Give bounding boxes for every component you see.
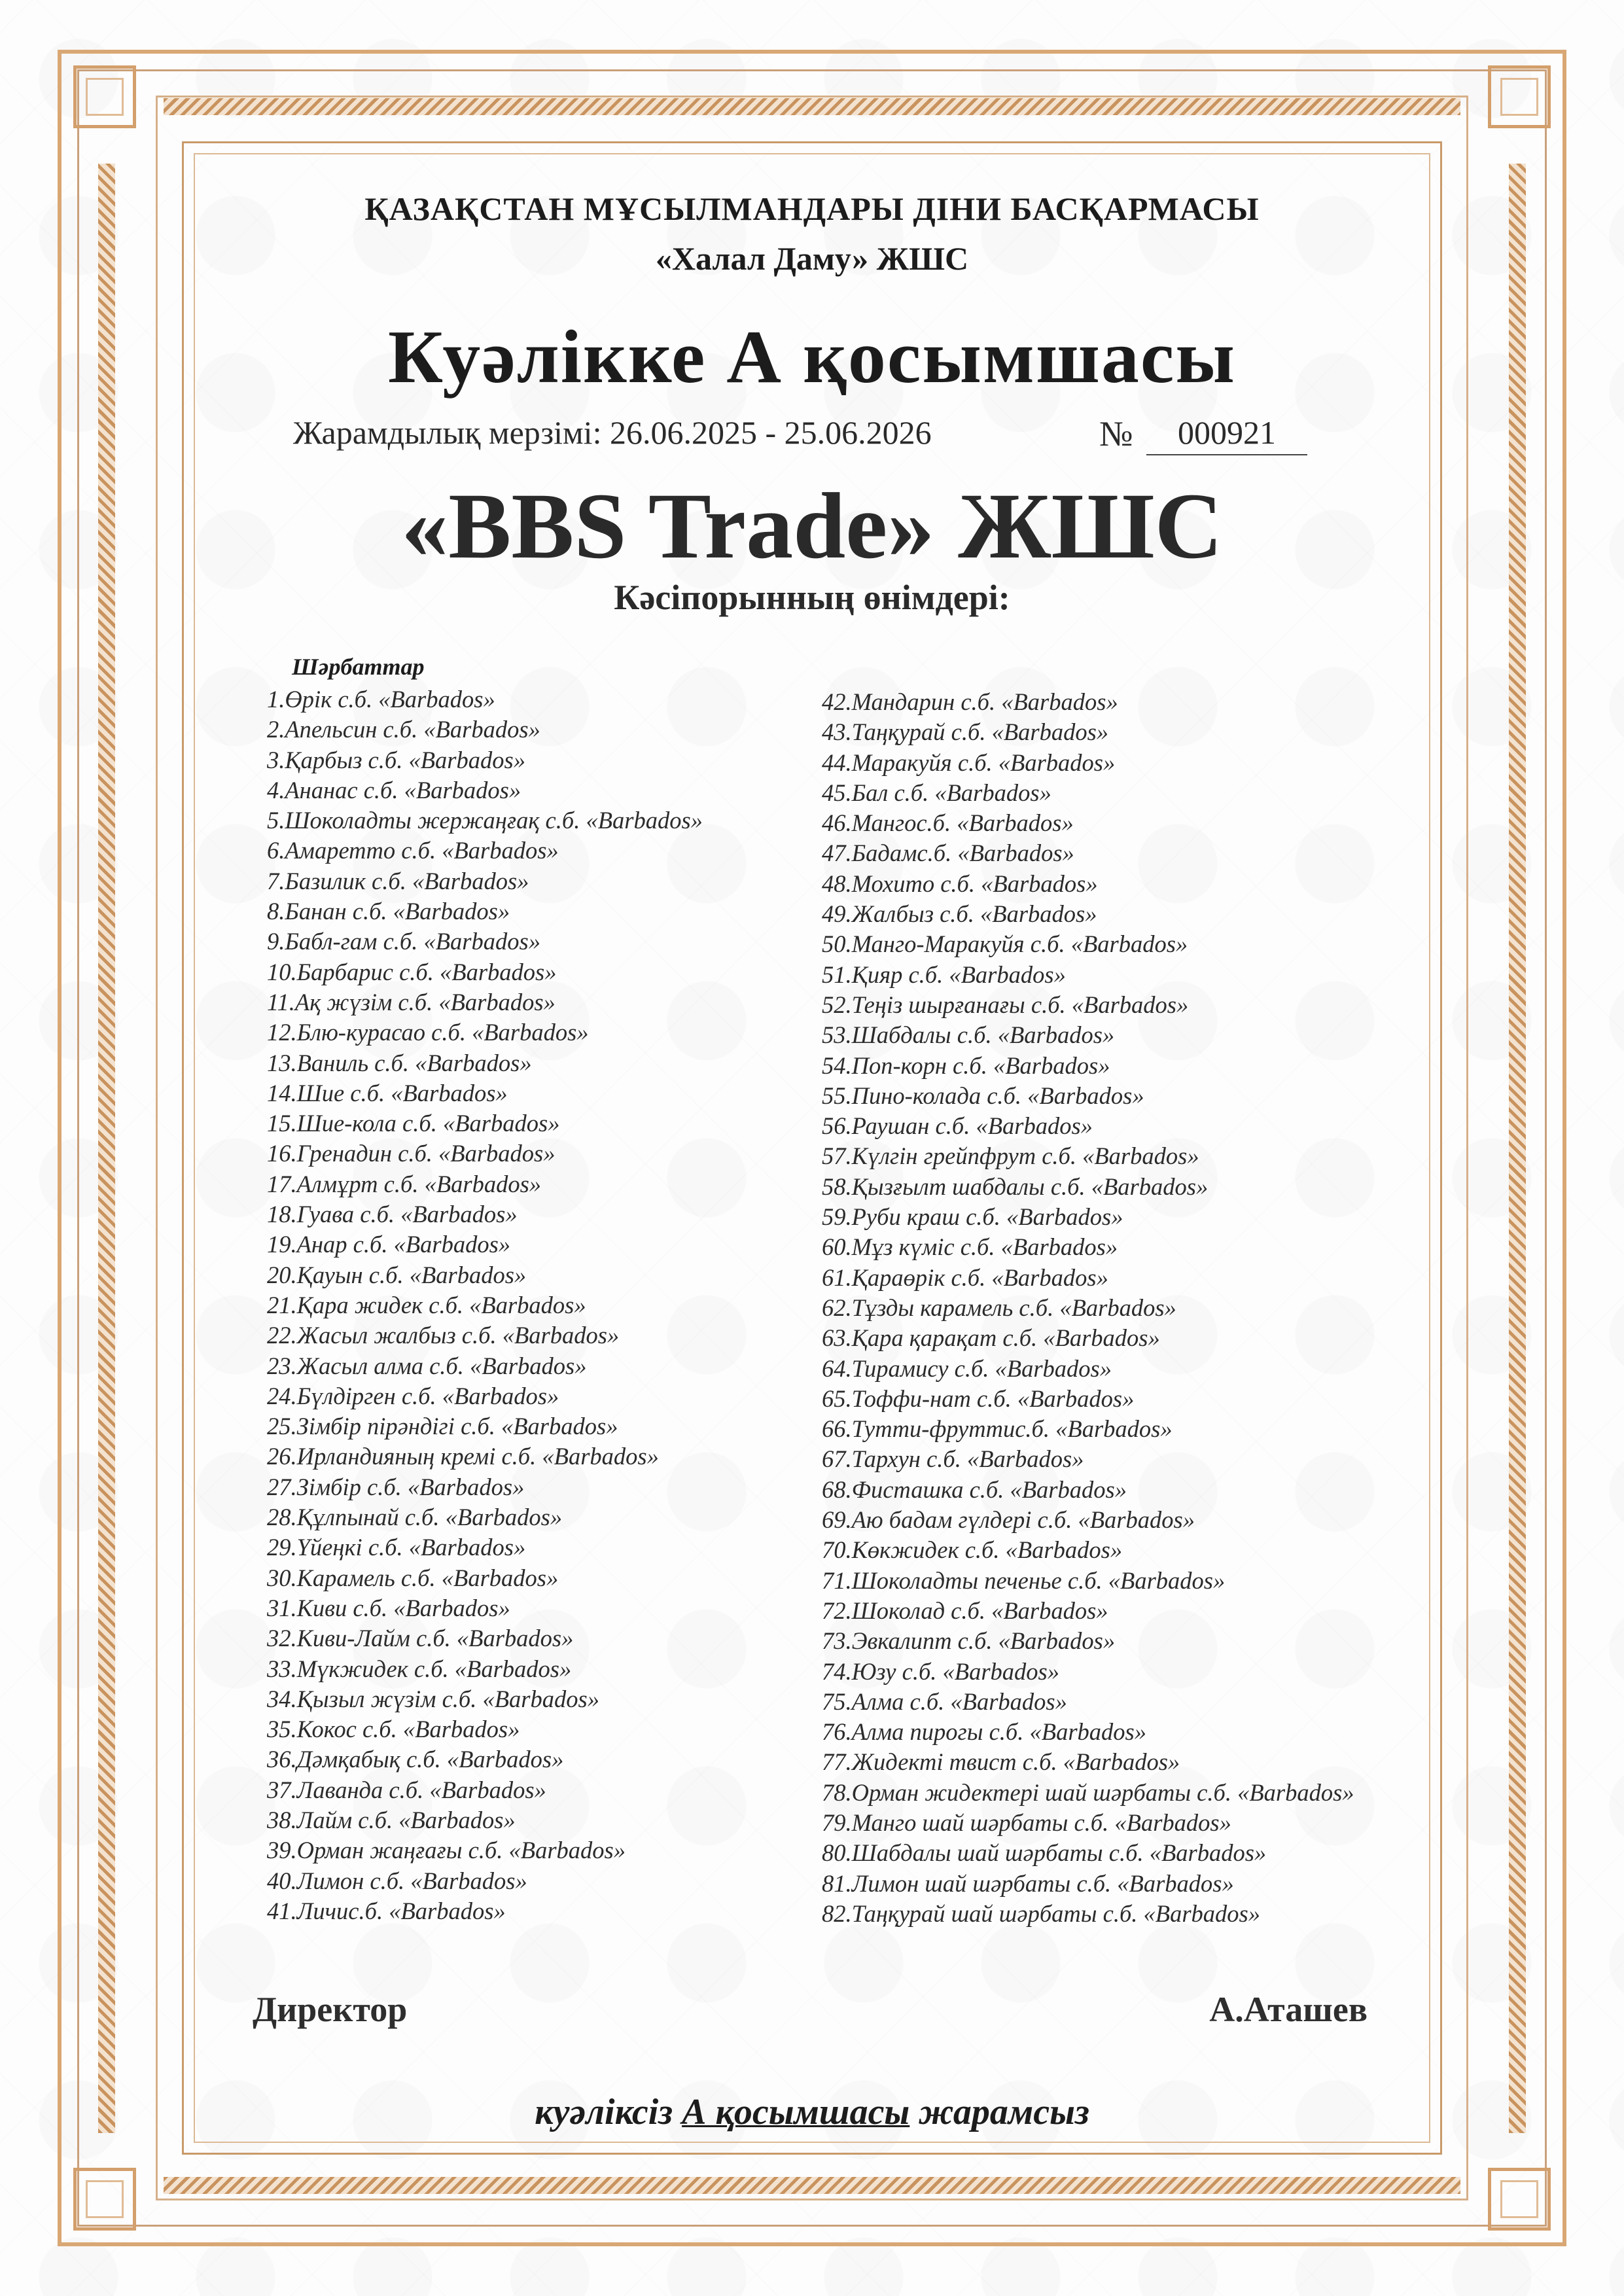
product-item: 11.Ақ жүзім с.б. «Barbados» xyxy=(267,988,556,1016)
product-item: 12.Блю-курасао с.б. «Barbados» xyxy=(267,1019,589,1046)
product-item: 29.Үйеңкі с.б. «Barbados» xyxy=(267,1534,526,1561)
product-item: 19.Анар с.б. «Barbados» xyxy=(267,1231,511,1258)
product-item: 45.Бал с.б. «Barbados» xyxy=(822,779,1051,806)
product-item: 25.Зімбір пірәндігі с.б. «Barbados» xyxy=(267,1413,618,1440)
product-item: 80.Шабдалы шай шәрбаты с.б. «Barbados» xyxy=(822,1839,1267,1867)
product-item: 70.Көкжидек с.б. «Barbados» xyxy=(822,1536,1123,1564)
product-item: 22.Жасыл жалбыз с.б. «Barbados» xyxy=(267,1322,620,1349)
corner-ornament-bottom-right xyxy=(1488,2168,1551,2231)
product-item: 10.Барбарис с.б. «Barbados» xyxy=(267,958,557,985)
product-item: 50.Манго-Маракуйя с.б. «Barbados» xyxy=(822,930,1188,958)
product-item: 37.Лаванда с.б. «Barbados» xyxy=(267,1776,546,1803)
company-name: «BBS Trade» ЖШС xyxy=(401,474,1223,578)
hatched-border-bottom xyxy=(164,2177,1460,2194)
product-item: 57.Күлгін грейпфрут с.б. «Barbados» xyxy=(822,1142,1199,1170)
product-item: 43.Таңқурай с.б. «Barbados» xyxy=(822,718,1109,746)
validity-note-start: куәліксіз xyxy=(535,2092,682,2132)
product-item: 42.Мандарин с.б. «Barbados» xyxy=(822,688,1118,715)
product-item: 41.Личис.б. «Barbados» xyxy=(267,1897,506,1924)
product-item: 69.Аю бадам гүлдері с.б. «Barbados» xyxy=(822,1506,1195,1534)
product-item: 73.Эвкалипт с.б. «Barbados» xyxy=(822,1627,1116,1655)
product-item: 79.Манго шай шәрбаты с.б. «Barbados» xyxy=(822,1809,1231,1836)
product-item: 7.Базилик с.б. «Barbados» xyxy=(267,867,529,894)
corner-ornament-top-right xyxy=(1488,65,1551,128)
product-item: 26.Ирландияның кремі с.б. «Barbados» xyxy=(267,1443,659,1470)
certificate-number: 000921 xyxy=(1146,414,1307,455)
product-item: 3.Қарбыз с.б. «Barbados» xyxy=(267,746,525,773)
document-title: Куәлікке А қосымшасы xyxy=(388,315,1236,399)
product-item: 36.Дәмқабық с.б. «Barbados» xyxy=(267,1746,564,1773)
product-item: 5.Шоколадты жержаңғақ с.б. «Barbados» xyxy=(267,807,703,834)
product-item: 76.Алма пирогы с.б. «Barbados» xyxy=(822,1718,1146,1746)
validity-period: Жарамдылық мерзімі: 26.06.2025 - 25.06.2026 xyxy=(293,414,932,451)
product-item: 34.Қызыл жүзім с.б. «Barbados» xyxy=(267,1685,599,1712)
product-item: 71.Шоколадты печенье с.б. «Barbados» xyxy=(822,1566,1226,1594)
product-item: 55.Пино-колада с.б. «Barbados» xyxy=(822,1082,1144,1109)
product-item: 65.Тоффи-нат с.б. «Barbados» xyxy=(822,1385,1135,1412)
product-list-left xyxy=(267,684,703,1926)
hatched-border-left xyxy=(98,164,115,2133)
product-item: 81.Лимон шай шәрбаты с.б. «Barbados» xyxy=(822,1869,1234,1897)
hatched-border-top xyxy=(164,98,1460,115)
product-item: 4.Ананас с.б. «Barbados» xyxy=(267,776,521,804)
director-name: А.Аташев xyxy=(1209,1990,1368,2029)
product-item: 8.Банан с.б. «Barbados» xyxy=(267,898,510,925)
product-item: 77.Жидекті твист с.б. «Barbados» xyxy=(822,1748,1180,1776)
product-item: 39.Орман жаңғағы с.б. «Barbados» xyxy=(267,1837,626,1864)
corner-ornament-bottom-left xyxy=(73,2168,136,2231)
product-item: 54.Поп-корн с.б. «Barbados» xyxy=(822,1051,1110,1079)
product-item: 17.Алмұрт с.б. «Barbados» xyxy=(267,1170,542,1197)
product-item: 59.Руби краш с.б. «Barbados» xyxy=(822,1203,1123,1231)
product-item: 33.Мүкжидек с.б. «Barbados» xyxy=(267,1655,572,1682)
product-list-right xyxy=(822,687,1354,1929)
product-item: 6.Амаретто с.б. «Barbados» xyxy=(267,837,559,864)
director-label: Директор xyxy=(253,1990,408,2029)
product-item: 38.Лайм с.б. «Barbados» xyxy=(267,1806,516,1833)
product-item: 72.Шоколад с.б. «Barbados» xyxy=(822,1597,1108,1624)
validity-note xyxy=(0,2091,1624,2133)
product-item: 14.Шие с.б. «Barbados» xyxy=(267,1079,508,1106)
product-item: 82.Таңқурай шай шәрбаты с.б. «Barbados» xyxy=(822,1899,1261,1927)
product-item: 30.Карамель с.б. «Barbados» xyxy=(267,1564,559,1591)
products-heading: Кәсіпорынның өнімдері: xyxy=(614,578,1010,617)
product-item: 31.Киви с.б. «Barbados» xyxy=(267,1594,510,1621)
product-item: 32.Киви-Лайм с.б. «Barbados» xyxy=(267,1625,574,1652)
product-item: 68.Фисташка с.б. «Barbados» xyxy=(822,1475,1127,1503)
product-item: 61.Қараөрік с.б. «Barbados» xyxy=(822,1263,1108,1291)
product-item: 48.Мохито с.б. «Barbados» xyxy=(822,870,1098,897)
product-item: 67.Тархун с.б. «Barbados» xyxy=(822,1445,1084,1473)
product-item: 9.Бабл-гам с.б. «Barbados» xyxy=(267,928,540,955)
product-item: 52.Теңіз шырғанағы с.б. «Barbados» xyxy=(822,991,1189,1018)
number-label: № xyxy=(1099,414,1133,453)
product-item: 60.Мұз күміс с.б. «Barbados» xyxy=(822,1233,1118,1261)
product-item: 58.Қызғылт шабдалы с.б. «Barbados» xyxy=(822,1173,1209,1200)
product-item: 27.Зімбір с.б. «Barbados» xyxy=(267,1473,525,1500)
product-item: 2.Апельсин с.б. «Barbados» xyxy=(267,716,540,743)
product-item: 56.Раушан с.б. «Barbados» xyxy=(822,1112,1093,1140)
product-item: 20.Қауын с.б. «Barbados» xyxy=(267,1261,527,1288)
product-item: 28.Құлпынай с.б. «Barbados» xyxy=(267,1504,563,1531)
product-item: 1.Өрік с.б. «Barbados» xyxy=(267,686,495,713)
product-item: 44.Маракуйя с.б. «Barbados» xyxy=(822,749,1116,776)
product-item: 46.Мангос.б. «Barbados» xyxy=(822,809,1074,837)
product-item: 53.Шабдалы с.б. «Barbados» xyxy=(822,1021,1115,1049)
sub-organization-name: «Халал Даму» ЖШС xyxy=(655,240,969,277)
product-item: 49.Жалбыз с.б. «Barbados» xyxy=(822,900,1097,928)
product-item: 75.Алма с.б. «Barbados» xyxy=(822,1687,1067,1715)
product-item: 13.Ваниль с.б. «Barbados» xyxy=(267,1049,532,1076)
corner-ornament-top-left xyxy=(73,65,136,128)
organization-name: ҚАЗАҚСТАН МҰСЫЛМАНДАРЫ ДІНИ БАСҚАРМАСЫ xyxy=(364,190,1260,227)
product-item: 21.Қара жидек с.б. «Barbados» xyxy=(267,1291,586,1318)
product-item: 66.Тутти-фруттис.б. «Barbados» xyxy=(822,1415,1173,1443)
product-item: 64.Тирамису с.б. «Barbados» xyxy=(822,1354,1112,1382)
product-item: 15.Шие-кола с.б. «Barbados» xyxy=(267,1110,560,1137)
product-item: 35.Кокос с.б. «Barbados» xyxy=(267,1716,520,1743)
product-item: 47.Бадамс.б. «Barbados» xyxy=(822,839,1074,867)
product-item: 24.Бүлдірген с.б. «Barbados» xyxy=(267,1382,559,1409)
product-item: 62.Тұзды карамель с.б. «Barbados» xyxy=(822,1294,1176,1321)
validity-note-end: жарамсыз xyxy=(909,2092,1089,2132)
product-item: 74.Юзу с.б. «Barbados» xyxy=(822,1657,1060,1685)
validity-note-underlined: А қосымшасы xyxy=(682,2092,910,2132)
product-item: 78.Орман жидектері шай шәрбаты с.б. «Barbados» xyxy=(822,1778,1354,1806)
product-item: 18.Гуава с.б. «Barbados» xyxy=(267,1201,518,1228)
product-item: 51.Қияр с.б. «Barbados» xyxy=(822,961,1066,988)
product-item: 23.Жасыл алма с.б. «Barbados» xyxy=(267,1352,587,1379)
product-item: 40.Лимон с.б. «Barbados» xyxy=(267,1867,527,1894)
product-category: Шәрбаттар xyxy=(292,654,425,680)
product-item: 63.Қара қарақат с.б. «Barbados» xyxy=(822,1324,1160,1352)
product-item: 16.Гренадин с.б. «Barbados» xyxy=(267,1140,556,1167)
hatched-border-right xyxy=(1509,164,1526,2133)
